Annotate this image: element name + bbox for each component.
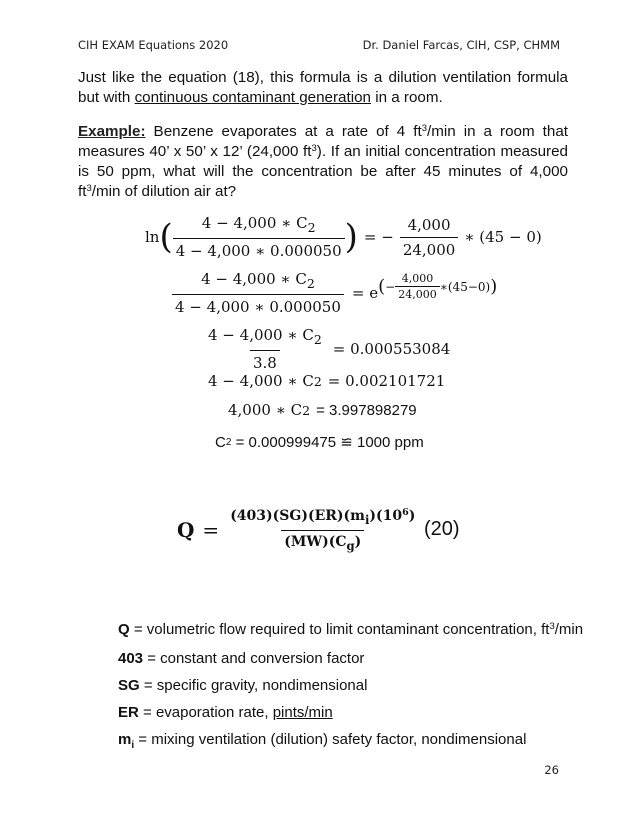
formula-equals: = [202,518,220,543]
definition-er [118,704,333,721]
eq1-fraction-right [400,216,459,259]
eq2-exp-open: ( [378,276,386,297]
eq1-lparen: ( [159,217,173,257]
equation-2 [172,270,497,316]
eq5-rhs: = 3.997898279 [316,401,417,419]
example-exp-3: 3 [86,183,92,194]
eq6-rhs: = 0.000999475 ≌ 1000 ppm [231,434,424,451]
eq5-sub: 2 [302,402,311,418]
example-exp-1: 3 [421,123,427,134]
eq3-fraction [205,326,325,372]
eq1-fraction-left [173,214,345,260]
eq5-lhs: 4,000 ∗ C [228,401,303,419]
eq6-c: C [215,433,226,451]
equation-1 [145,214,542,260]
page-number: 26 [544,763,559,777]
def-q-after: /min [554,621,584,638]
eq3-sub: 2 [313,332,322,347]
def-403-desc: = constant and conversion factor [143,650,365,667]
formula-num-sub: i [364,512,370,527]
def-sg-desc: = specific gravity, nondimensional [139,677,368,694]
formula-num-2: )(10 [369,508,403,524]
example-text-1: Benzene evaporates at a rate of 4 ft [145,123,422,140]
definition-403 [118,650,364,667]
eq1-numerator: 4 − 4,000 ∗ C [201,214,308,232]
eq2-exp-close: ) [490,276,498,297]
example-text-3: ). If an initial concentration measured is 50 ppm, what will the concentration be after 45 minutes of 4,000 ft [78,143,568,200]
definition-mi [118,731,526,751]
formula-q: Q [177,518,195,543]
example-text-4: /min of dilution air at? [91,183,237,200]
formula-fraction [227,508,418,553]
eq3-numerator: 4 − 4,000 ∗ C [208,326,314,344]
eq3-denominator: 3.8 [250,350,280,372]
def-q-term: Q [118,621,130,638]
example-paragraph [78,122,568,202]
eq1-right-denominator: 24,000 [400,237,459,259]
equation-4 [208,372,445,390]
eq2-exp-tail: ∗(45−0) [439,279,491,294]
example-exp-2: 3 [311,143,317,154]
eq1-equals-minus: = − [363,228,394,246]
equation-5 [228,401,417,419]
formula-num-3: ) [408,508,416,524]
eq4-rhs: = 0.002101721 [327,372,446,390]
eq2-exponent [378,272,497,301]
equation-3 [205,326,450,372]
eq1-sub: 2 [307,220,316,235]
def-mi-desc: = mixing ventilation (dilution) safety factor, nondimensional [134,731,527,748]
eq4-lhs: 4 − 4,000 ∗ C [208,372,314,390]
example-label: Example: [78,123,146,140]
eq1-tail: ∗ (45 − 0) [464,228,542,246]
def-403-term: 403 [118,650,144,667]
eq1-denominator: 4 − 4,000 ∗ 0.000050 [173,238,345,260]
eq1-ln: ln [145,228,160,246]
def-er-term: ER [118,704,139,721]
def-mi-term: m [118,731,132,748]
intro-text-1: Just like the equation (18), this formula is a dilution ventilation formula but with [78,69,568,106]
formula-den-1: (MW)(C [284,533,347,550]
definition-sg [118,677,367,694]
formula-num-1: (403)(SG)(ER)(m [230,508,365,524]
formula-20 [177,508,418,553]
definition-q [118,621,583,638]
def-q-desc: = volumetric flow required to limit contaminant concentration, ft [129,621,550,638]
def-er-desc: = evaporation rate, [138,704,273,721]
formula-number: (20) [424,518,460,540]
intro-text-2: in a room. [370,89,443,106]
formula-den-sub: g [346,538,355,553]
formula-den-2: ) [354,533,362,550]
eq2-exp-numerator: 4,000 [401,272,434,285]
header-right: Dr. Daniel Farcas, CIH, CSP, CHMM [362,38,560,52]
example-text-2: /min in a room that measures 40’ x 50’ x 12’ (24,000 ft [78,123,568,160]
intro-underlined: continuous contaminant generation [134,89,371,106]
eq1-right-numerator: 4,000 [407,215,451,234]
header-left: CIH EXAM Equations 2020 [78,38,229,52]
def-q-sup: 3 [549,621,555,632]
eq6-sub: 2 [225,436,232,448]
eq2-equals-e: = e [351,284,379,302]
eq2-numerator: 4 − 4,000 ∗ C [201,270,307,288]
eq2-fraction [172,270,344,316]
intro-paragraph [78,68,568,108]
equation-6 [215,433,424,451]
def-er-underline: pints/min [272,704,333,721]
eq2-exp-fraction [395,272,440,301]
def-mi-sub: i [131,740,135,751]
eq4-sub: 2 [313,373,322,389]
eq2-denominator: 4 − 4,000 ∗ 0.000050 [172,294,344,316]
eq2-exp-minus: − [385,279,396,294]
formula-num-exp: 6 [402,507,409,518]
eq1-rparen: ) [344,217,358,257]
eq2-exp-denominator: 24,000 [395,286,440,301]
def-sg-term: SG [118,677,140,694]
eq3-rhs: = 0.000553084 [332,340,451,358]
eq2-sub: 2 [306,276,315,291]
